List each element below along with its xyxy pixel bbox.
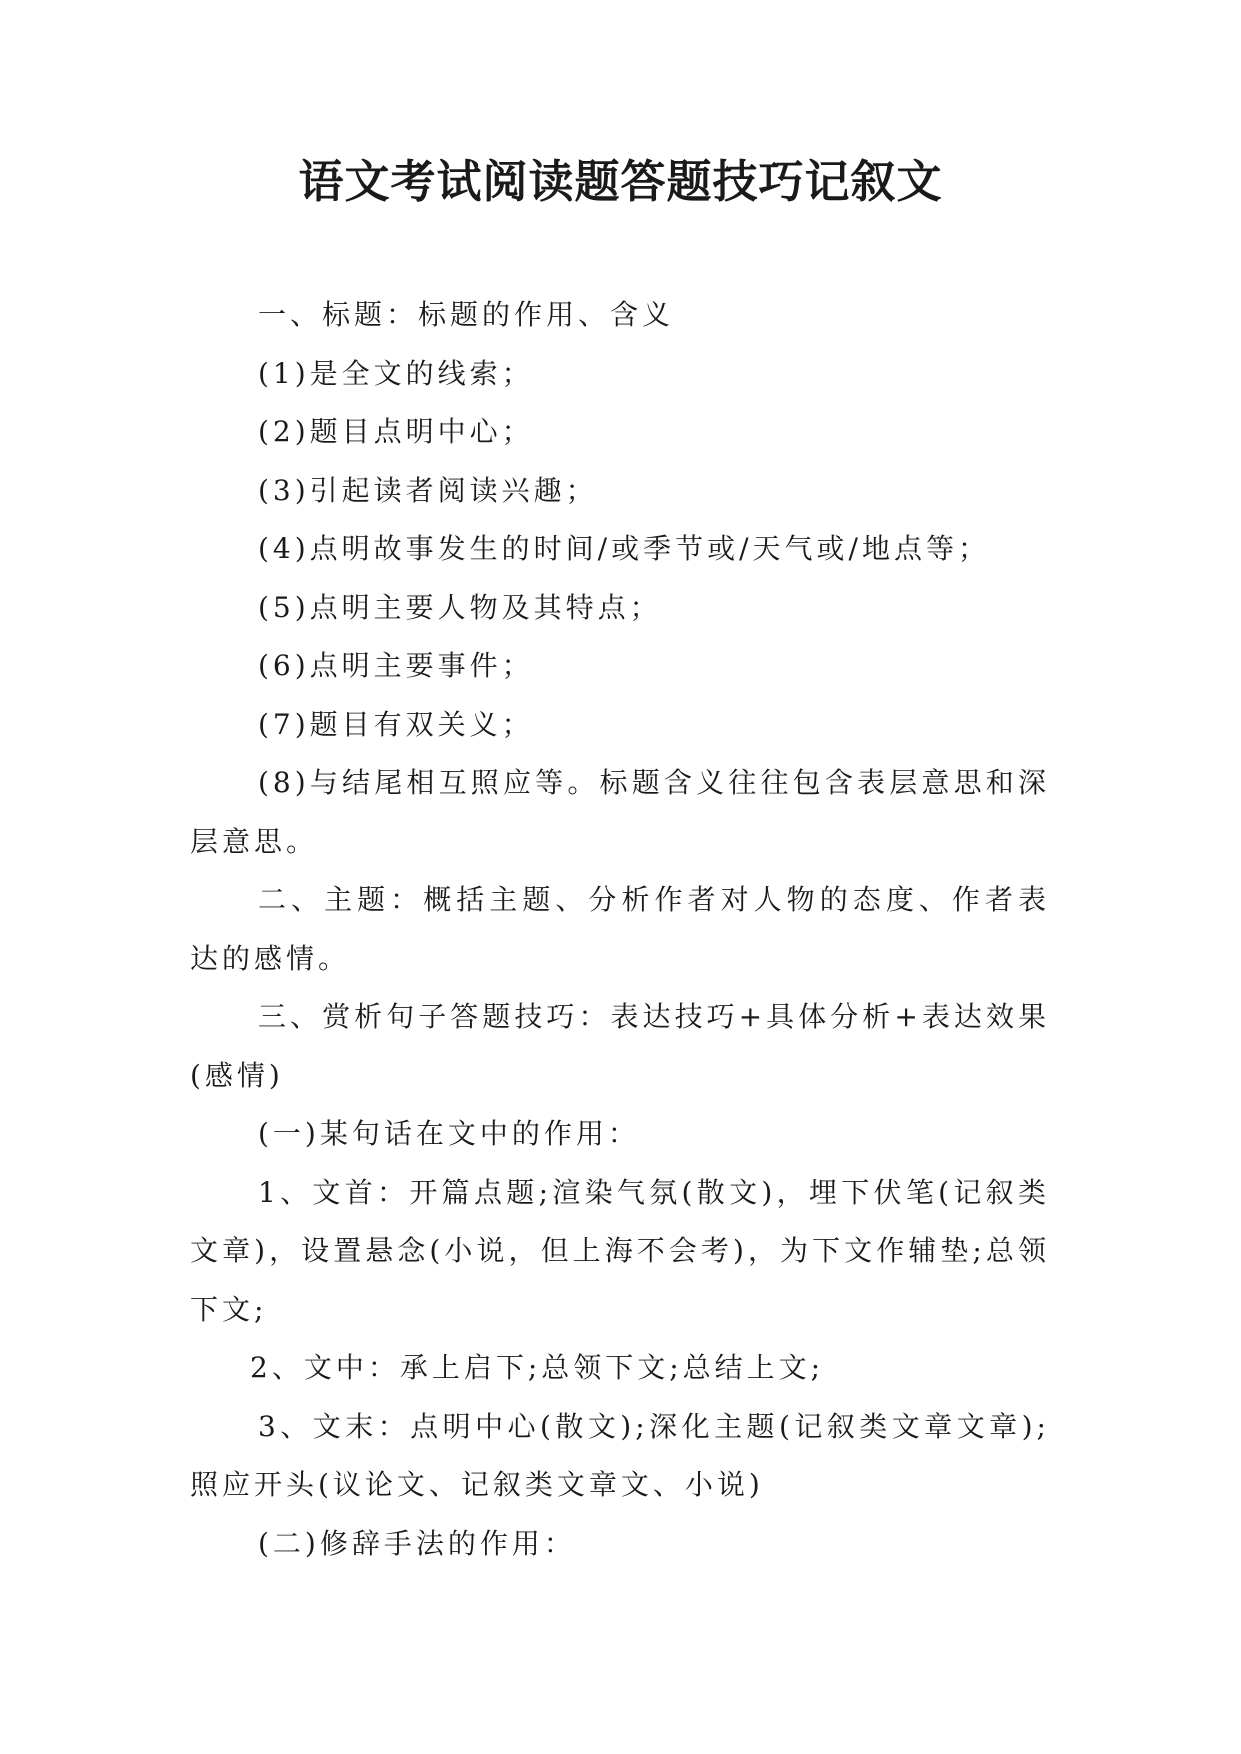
document-title: 语文考试阅读题答题技巧记叙文 xyxy=(298,155,943,208)
list-item: 3、文末：点明中心(散文);深化主题(记叙类文章文章);照应开头(议论文、记叙类文章文、小说) xyxy=(190,1409,1050,1501)
section-heading-theme: 二、主题：概括主题、分析作者对人物的态度、作者表达的感情。 xyxy=(190,883,1050,975)
document-body xyxy=(190,286,1050,1573)
list-item: 1、文首：开篇点题;渲染气氛(散文)，埋下伏笔(记叙类文章)，设置悬念(小说，但上海不会考)，为下文作辅垫;总领下文; xyxy=(190,1175,1050,1326)
list-item: (3)引起读者阅读兴趣； xyxy=(258,473,598,507)
list-item: 2、文中：承上启下;总领下文;总结上文; xyxy=(250,1351,825,1384)
section-heading-title: 一、标题：标题的作用、含义 xyxy=(258,298,675,331)
list-item: (5)点明主要人物及其特点； xyxy=(258,590,662,624)
list-item: (4)点明故事发生的时间/或季节或/天气或/地点等； xyxy=(258,532,990,565)
subsection-heading: (一)某句话在文中的作用： xyxy=(258,1117,640,1150)
list-item: (6)点明主要事件； xyxy=(258,649,534,682)
list-item: (7)题目有双关义； xyxy=(258,707,534,741)
subsection-heading: (二)修辞手法的作用： xyxy=(258,1526,576,1560)
list-item: (8)与结尾相互照应等。标题含义往往包含表层意思和深层意思。 xyxy=(190,766,1050,858)
section-heading-sentence-analysis: 三、赏析句子答题技巧：表达技巧+具体分析+表达效果(感情) xyxy=(190,1000,1050,1092)
list-item: (2)题目点明中心； xyxy=(258,415,534,448)
list-item: (1)是全文的线索； xyxy=(258,356,534,390)
